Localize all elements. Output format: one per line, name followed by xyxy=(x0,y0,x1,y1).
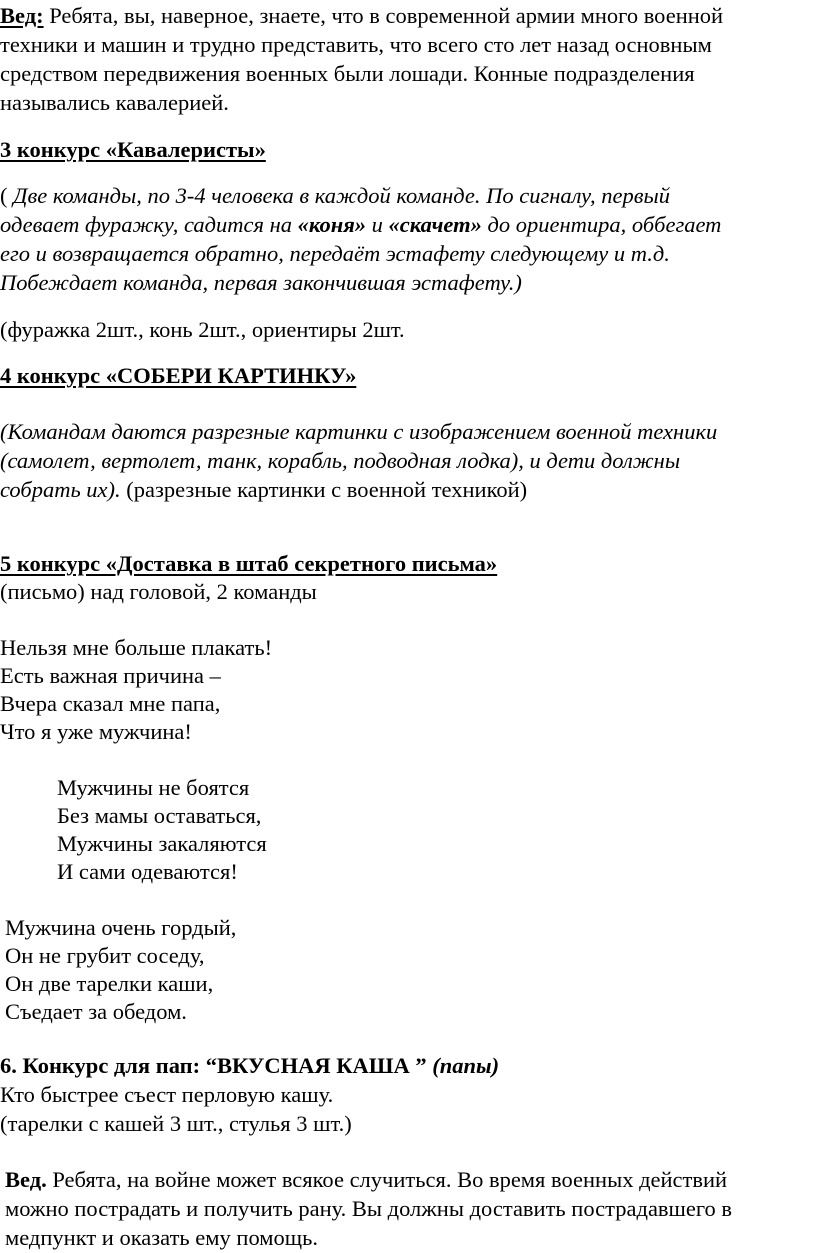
contest3-desc-1 xyxy=(0,182,670,211)
contest4-desc-2: (самолет, вертолет, танк, корабль, подводная лодка), и дети должны xyxy=(0,448,681,473)
contest3-desc-2e: до ориентира, оббегает xyxy=(481,212,722,237)
outro-line-1 xyxy=(5,1166,727,1195)
contest4-title: 4 конкурс «СОБЕРИ КАРТИНКУ» xyxy=(0,363,357,388)
poem-s2-line-4: И сами одеваются! xyxy=(57,859,238,884)
contest3-desc-2 xyxy=(0,211,721,240)
contest5-title: 5 конкурс «Доставка в штаб секретного письма» xyxy=(0,551,498,576)
contest3-title: 3 конкурс «Кавалеристы» xyxy=(0,137,266,162)
contest3-gallop: «скачет» xyxy=(388,212,482,237)
poem-s2-line-1: Мужчины не боятся xyxy=(57,775,250,800)
contest6-props: (тарелки с кашей 3 шт., стулья 3 шт.) xyxy=(0,1111,352,1136)
poem-s1-line-2: Есть важная причина – xyxy=(0,663,221,688)
contest4-desc-1: (Командам даются разрезные картинки с изображением военной техники xyxy=(0,419,718,444)
poem-s2-line-2: Без мамы оставаться, xyxy=(57,803,262,828)
intro-speaker: Вед: xyxy=(0,3,44,28)
poem-s3-line-2: Он не грубит соседу, xyxy=(5,943,205,968)
contest6-title-line xyxy=(0,1052,499,1081)
intro-line-2: техники и машин и трудно представить, что всего сто лет назад основным xyxy=(0,32,712,57)
contest3-desc-2c: и xyxy=(366,212,389,237)
intro-line-1 xyxy=(0,2,723,31)
outro-text-1: Ребята, на войне может всякое случиться. Во время военных действий xyxy=(46,1167,728,1192)
intro-text-1: Ребята, вы, наверное, знаете, что в современной армии много военной xyxy=(43,3,724,28)
contest3-desc-2a: одевает фуражку, садится на xyxy=(0,212,298,237)
poem-s3-line-3: Он две тарелки каши, xyxy=(5,971,214,996)
contest4-desc-3 xyxy=(0,476,527,505)
poem-s3-line-1: Мужчина очень гордый, xyxy=(5,915,237,940)
poem-s3-line-4: Съедает за обедом. xyxy=(5,999,187,1024)
contest3-desc-3: его и возвращается обратно, передаёт эстафету следующему и т.д. xyxy=(0,241,670,266)
contest4-desc-3-text: собрать их). xyxy=(0,477,121,502)
contest6-desc: Кто быстрее съест перловую кашу. xyxy=(0,1082,334,1107)
poem-s1-line-3: Вчера сказал мне папа, xyxy=(0,691,221,716)
poem-s2-line-3: Мужчины закаляются xyxy=(57,831,267,856)
outro-line-2: можно пострадать и получить рану. Вы должны доставить пострадавшего в xyxy=(5,1196,733,1221)
outro-speaker: Вед. xyxy=(5,1167,47,1192)
poem-s1-line-1: Нельзя мне больше плакать! xyxy=(0,635,273,660)
contest6-title: 6. Конкурс для пап: “ВКУСНАЯ КАША ” xyxy=(0,1053,427,1078)
intro-line-4: назывались кавалерией. xyxy=(0,90,229,115)
contest3-desc-1-text: Две команды, по 3-4 человека в каждой команде. По сигналу, первый xyxy=(13,183,671,208)
contest3-props: (фуражка 2шт., конь 2шт., ориентиры 2шт. xyxy=(0,317,405,342)
contest3-paren: ( xyxy=(0,183,14,208)
contest4-props: (разрезные картинки с военной техникой) xyxy=(120,477,528,502)
contest3-horse: «коня» xyxy=(297,212,367,237)
contest3-desc-4: Побеждает команда, первая закончившая эстафету.) xyxy=(0,270,522,295)
poem-s1-line-4: Что я уже мужчина! xyxy=(0,719,192,744)
contest5-note: (письмо) над головой, 2 команды xyxy=(0,579,317,604)
contest6-title-suffix: (папы) xyxy=(426,1053,500,1078)
intro-line-3: средством передвижения военных были лошади. Конные подразделения xyxy=(0,61,695,86)
outro-line-3: медпункт и оказать ему помощь. xyxy=(5,1225,318,1250)
